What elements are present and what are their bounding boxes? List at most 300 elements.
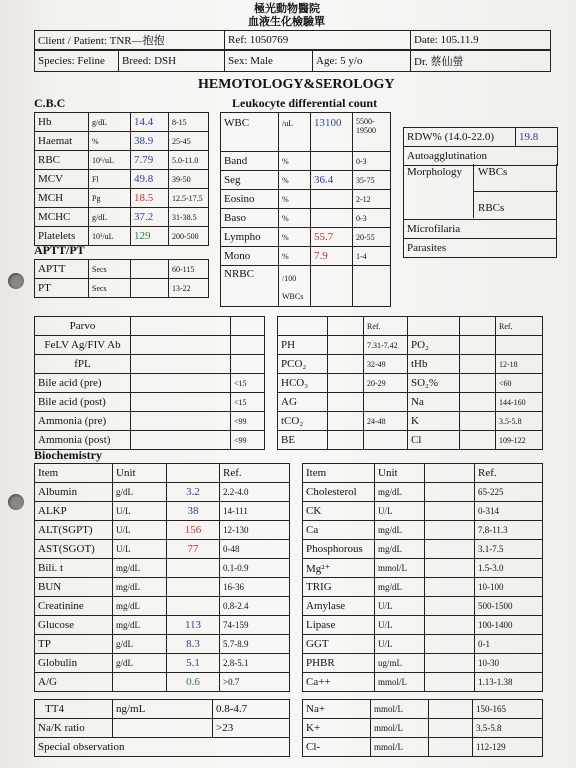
biochem-value-right	[425, 483, 475, 502]
rdw-label: RDW% (14.0-22.0)	[404, 128, 516, 147]
leukocyte-table	[220, 112, 391, 307]
biochem-ref: 74-159	[220, 616, 290, 635]
leukocyte-ref: 2-12	[353, 190, 391, 209]
aptt-value	[131, 279, 169, 298]
electrolyte-row	[303, 700, 543, 719]
biochem-row-right	[303, 597, 543, 616]
cbc-value: 129	[131, 227, 169, 246]
leukocyte-unit: %	[279, 228, 311, 247]
binder-hole-top	[8, 273, 24, 289]
biochem-row	[35, 673, 290, 692]
biochem-unit-right: U/L	[375, 616, 425, 635]
biochem-name: A/G	[35, 673, 113, 692]
wbc-ref: 5500-19500	[353, 113, 391, 152]
nak-label: Na/K ratio	[35, 719, 113, 738]
blood-gas-row	[278, 431, 543, 450]
biochem-value-right	[425, 673, 475, 692]
gas-ref: 7.31-7.42	[364, 336, 408, 355]
aptt-heading: APTT/PT	[34, 243, 85, 257]
serology-value	[131, 336, 231, 355]
cbc-ref: 31-38.5	[169, 208, 209, 227]
leukocyte-name: Mono	[221, 247, 279, 266]
biochem-ref-header: Ref.	[220, 464, 290, 483]
cbc-unit: Pg	[89, 189, 131, 208]
aptt-row	[35, 279, 209, 298]
biochem-row	[35, 654, 290, 673]
serology-name: Ammonia (pre)	[35, 412, 131, 431]
leukocyte-ref: 20-55	[353, 228, 391, 247]
biochem-unit-right: U/L	[375, 502, 425, 521]
biochem-name-right: PHBR	[303, 654, 375, 673]
biochem-row-right	[303, 483, 543, 502]
biochem-row	[35, 483, 290, 502]
gas-value-2	[460, 393, 496, 412]
electrolyte-row	[303, 738, 543, 757]
leukocyte-name: Lympho	[221, 228, 279, 247]
gas-value-2	[460, 355, 496, 374]
biochem-unit-right: mg/dL	[375, 578, 425, 597]
cbc-unit: 10⁶/uL	[89, 151, 131, 170]
morphology-table	[403, 127, 558, 166]
cbc-name: Hb	[35, 113, 89, 132]
biochem-unit: g/dL	[113, 483, 167, 502]
parasites-label: Parasites	[404, 239, 557, 258]
tt4-label: TT4	[35, 700, 113, 719]
leukocyte-row	[221, 152, 391, 171]
biochem-name-right: Ca++	[303, 673, 375, 692]
serology-ref: <99	[231, 431, 265, 450]
leukocyte-ref: 0-3	[353, 152, 391, 171]
biochem-ref-right: 1.13-1.38	[475, 673, 543, 692]
biochem-ref: 0-48	[220, 540, 290, 559]
serology-row	[35, 431, 265, 450]
leukocyte-name: Eosino	[221, 190, 279, 209]
biochem-ref: 0.1-0.9	[220, 559, 290, 578]
biochem-unit-header: Unit	[113, 464, 167, 483]
biochem-name: Creatinine	[35, 597, 113, 616]
blood-gas-row	[278, 336, 543, 355]
biochem-name-right: Cholesterol	[303, 483, 375, 502]
breed: Breed: DSH	[119, 51, 225, 72]
leukocyte-row	[221, 209, 391, 228]
aptt-name: PT	[35, 279, 89, 298]
cbc-name: Haemat	[35, 132, 89, 151]
gas-ref-header-2: Ref.	[496, 317, 543, 336]
biochem-row-right	[303, 540, 543, 559]
biochem-name: TP	[35, 635, 113, 654]
biochem-ref: 2.8-5.1	[220, 654, 290, 673]
biochem-item-header-2: Item	[303, 464, 375, 483]
leukocyte-ref: 0-3	[353, 209, 391, 228]
gas-ref-2	[496, 336, 543, 355]
biochem-unit: U/L	[113, 502, 167, 521]
biochem-value-right	[425, 502, 475, 521]
biochem-name-right: CK	[303, 502, 375, 521]
biochem-unit: U/L	[113, 521, 167, 540]
blood-gas-row	[278, 393, 543, 412]
biochem-unit-right: mmol/L	[375, 559, 425, 578]
leukocyte-unit: %	[279, 152, 311, 171]
aptt-unit: Secs	[89, 260, 131, 279]
biochem-name-right: Mg²⁺	[303, 559, 375, 578]
serology-ref	[231, 355, 265, 374]
biochem-ref: 16-36	[220, 578, 290, 597]
biochem-row	[35, 616, 290, 635]
thyroid-table	[34, 699, 290, 757]
cbc-value: 38.9	[131, 132, 169, 151]
biochem-unit-right: mg/dL	[375, 540, 425, 559]
leukocyte-value	[311, 190, 353, 209]
cbc-unit: g/dL	[89, 208, 131, 227]
biochem-unit: mg/dL	[113, 616, 167, 635]
serology-value	[131, 393, 231, 412]
gas-item-2: PO₂	[408, 336, 460, 355]
cbc-unit: %	[89, 132, 131, 151]
serology-row	[35, 393, 265, 412]
tt4-unit: ng/mL	[113, 700, 213, 719]
cbc-row	[35, 132, 209, 151]
biochem-name-right: TRIG	[303, 578, 375, 597]
blood-gas-row	[278, 355, 543, 374]
sex: Sex: Male	[225, 51, 313, 72]
tt4-ref: 0.8-4.7	[213, 700, 290, 719]
gas-value	[328, 431, 364, 450]
biochem-value-right	[425, 540, 475, 559]
gas-ref: 20-29	[364, 374, 408, 393]
electrolyte-ref: 112-129	[473, 738, 543, 757]
doctor: Dr. 蔡仙螢	[411, 51, 551, 72]
biochem-ref-right: 500-1500	[475, 597, 543, 616]
gas-ref-2: 3.5-5.8	[496, 412, 543, 431]
biochem-name: Globulin	[35, 654, 113, 673]
cbc-name: MCV	[35, 170, 89, 189]
biochem-row-right	[303, 673, 543, 692]
biochem-unit-right: ug/mL	[375, 654, 425, 673]
serology-ref: <15	[231, 393, 265, 412]
biochem-ref-right: 10-100	[475, 578, 543, 597]
electrolyte-unit: mmol/L	[371, 700, 429, 719]
serology-row	[35, 355, 265, 374]
biochem-ref: 14-111	[220, 502, 290, 521]
gas-value-2	[460, 431, 496, 450]
cbc-row	[35, 151, 209, 170]
gas-ref	[364, 431, 408, 450]
autoagglutination-label: Autoagglutination	[404, 147, 558, 166]
cbc-ref: 8-15	[169, 113, 209, 132]
biochem-name: Bili. t	[35, 559, 113, 578]
client-patient: Client / Patient: TNR—抱抱	[35, 31, 225, 50]
blood-gas-table	[277, 316, 543, 450]
biochem-name-right: Phosphorous	[303, 540, 375, 559]
wbcs-label: WBCs	[478, 166, 508, 178]
main-title: HEMOTOLOGY&SEROLOGY	[198, 77, 395, 92]
biochem-unit-right: mg/dL	[375, 483, 425, 502]
biochem-row	[35, 578, 290, 597]
cbc-unit: g/dL	[89, 113, 131, 132]
gas-item: PH	[278, 336, 328, 355]
biochem-value: 113	[167, 616, 220, 635]
serology-ref: <15	[231, 374, 265, 393]
electrolyte-ref: 150-165	[473, 700, 543, 719]
biochem-ref-right: 65-225	[475, 483, 543, 502]
gas-value-2	[460, 374, 496, 393]
electrolyte-name: Na+	[303, 700, 371, 719]
serology-row	[35, 374, 265, 393]
biochem-value-right	[425, 559, 475, 578]
gas-ref	[364, 393, 408, 412]
morphology-cells	[473, 164, 558, 218]
biochem-row	[35, 635, 290, 654]
biochem-row-right	[303, 635, 543, 654]
biochem-name-right: Ca	[303, 521, 375, 540]
leukocyte-value: 36.4	[311, 171, 353, 190]
biochem-name: AST(SGOT)	[35, 540, 113, 559]
leukocyte-name: Baso	[221, 209, 279, 228]
leukocyte-heading: Leukocyte differential count	[232, 96, 378, 110]
parasite-table	[403, 219, 557, 258]
biochem-value: 156	[167, 521, 220, 540]
cbc-name: RBC	[35, 151, 89, 170]
cbc-ref: 25-45	[169, 132, 209, 151]
binder-hole-bottom	[8, 494, 24, 510]
nak-ref: >23	[213, 719, 290, 738]
leukocyte-unit: %	[279, 247, 311, 266]
cbc-value: 49.8	[131, 170, 169, 189]
cbc-table	[34, 112, 209, 246]
biochem-value-right	[425, 635, 475, 654]
biochem-value: 5.1	[167, 654, 220, 673]
biochem-unit-right: mg/dL	[375, 521, 425, 540]
biochem-ref-right: 3.1-7.5	[475, 540, 543, 559]
leukocyte-value	[311, 152, 353, 171]
biochem-value-right	[425, 597, 475, 616]
biochem-value	[167, 559, 220, 578]
gas-item: AG	[278, 393, 328, 412]
biochem-unit	[113, 673, 167, 692]
gas-ref-2: 12-18	[496, 355, 543, 374]
morphology-box	[403, 164, 557, 220]
wbc-label: WBC	[221, 113, 279, 152]
patient-info-table-2	[34, 50, 551, 72]
biochem-ref: >0.7	[220, 673, 290, 692]
electrolyte-value	[429, 700, 473, 719]
biochem-row-right	[303, 559, 543, 578]
serology-row	[35, 336, 265, 355]
cbc-name: MCH	[35, 189, 89, 208]
biochem-item-header: Item	[35, 464, 113, 483]
biochemistry-heading: Biochemistry	[34, 448, 102, 462]
gas-item-2: SO₂%	[408, 374, 460, 393]
patient-info-table	[34, 30, 551, 50]
serology-ref	[231, 336, 265, 355]
biochem-row	[35, 502, 290, 521]
gas-ref-2: 109-122	[496, 431, 543, 450]
leukocyte-row	[221, 190, 391, 209]
gas-ref: 32-49	[364, 355, 408, 374]
biochem-value-right	[425, 578, 475, 597]
biochem-ref-header-2: Ref.	[475, 464, 543, 483]
gas-item-2: Na	[408, 393, 460, 412]
cbc-unit: 10³/uL	[89, 227, 131, 246]
gas-item-2: tHb	[408, 355, 460, 374]
nrbc-label: NRBC	[221, 266, 279, 307]
gas-item: PCO₂	[278, 355, 328, 374]
cbc-name: MCHC	[35, 208, 89, 227]
aptt-ref: 13-22	[169, 279, 209, 298]
wbc-value: 13100	[311, 113, 353, 152]
biochem-value: 3.2	[167, 483, 220, 502]
leukocyte-unit: %	[279, 171, 311, 190]
gas-value	[328, 412, 364, 431]
electrolyte-name: Cl-	[303, 738, 371, 757]
biochem-left-table	[34, 463, 290, 692]
cbc-row	[35, 189, 209, 208]
cbc-ref: 12.5-17.5	[169, 189, 209, 208]
serology-table	[34, 316, 265, 450]
biochem-ref: 2.2-4.0	[220, 483, 290, 502]
biochem-row	[35, 559, 290, 578]
cbc-name: Platelets	[35, 227, 89, 246]
serology-ref	[231, 317, 265, 336]
serology-value	[131, 355, 231, 374]
wbc-unit: /uL	[279, 113, 311, 152]
electrolyte-row	[303, 719, 543, 738]
biochem-value-right	[425, 616, 475, 635]
leukocyte-ref: 1-4	[353, 247, 391, 266]
gas-value	[328, 355, 364, 374]
biochem-unit-right: U/L	[375, 597, 425, 616]
gas-item: HCO₃	[278, 374, 328, 393]
biochem-row-right	[303, 502, 543, 521]
biochem-name: BUN	[35, 578, 113, 597]
aptt-unit: Secs	[89, 279, 131, 298]
biochem-value: 8.3	[167, 635, 220, 654]
ref-number: Ref: 1050769	[225, 31, 411, 50]
leukocyte-row	[221, 247, 391, 266]
cbc-row	[35, 208, 209, 227]
biochem-ref: 5.7-8.9	[220, 635, 290, 654]
biochem-name: ALT(SGPT)	[35, 521, 113, 540]
gas-value	[328, 393, 364, 412]
form-title: 血液生化檢驗單	[248, 16, 325, 28]
leukocyte-unit: %	[279, 209, 311, 228]
gas-ref: 24-48	[364, 412, 408, 431]
serology-name: Parvo	[35, 317, 131, 336]
aptt-value	[131, 260, 169, 279]
biochem-unit: mg/dL	[113, 559, 167, 578]
biochem-unit-right: U/L	[375, 635, 425, 654]
biochem-value: 38	[167, 502, 220, 521]
gas-value	[328, 336, 364, 355]
biochem-name-right: GGT	[303, 635, 375, 654]
nrbc-unit: /100 WBCs	[279, 266, 311, 307]
biochem-row	[35, 521, 290, 540]
leukocyte-ref: 35-75	[353, 171, 391, 190]
aptt-name: APTT	[35, 260, 89, 279]
cbc-unit: Fl	[89, 170, 131, 189]
gas-item: tCO₂	[278, 412, 328, 431]
biochem-ref-right: 0-314	[475, 502, 543, 521]
blood-gas-row	[278, 374, 543, 393]
biochem-ref-right: 0-1	[475, 635, 543, 654]
gas-item-2: Cl	[408, 431, 460, 450]
leukocyte-value	[311, 209, 353, 228]
aptt-row	[35, 260, 209, 279]
serology-ref: <99	[231, 412, 265, 431]
cbc-value: 18.5	[131, 189, 169, 208]
serology-value	[131, 412, 231, 431]
biochem-ref: 12-130	[220, 521, 290, 540]
biochem-right-table	[302, 463, 543, 692]
electrolyte-name: K+	[303, 719, 371, 738]
serology-name: Bile acid (post)	[35, 393, 131, 412]
biochem-value-right	[425, 654, 475, 673]
cbc-row	[35, 113, 209, 132]
biochem-name-right: Lipase	[303, 616, 375, 635]
biochem-row-right	[303, 578, 543, 597]
cbc-heading: C.B.C	[34, 96, 66, 110]
serology-name: Ammonia (post)	[35, 431, 131, 450]
blood-gas-row	[278, 412, 543, 431]
electrolyte-value	[429, 719, 473, 738]
biochem-ref-right: 1.5-3.0	[475, 559, 543, 578]
biochem-row-right	[303, 616, 543, 635]
aptt-table	[34, 259, 209, 298]
biochem-unit-header-2: Unit	[375, 464, 425, 483]
biochem-ref-right: 100-1400	[475, 616, 543, 635]
biochem-unit: U/L	[113, 540, 167, 559]
biochem-value	[167, 597, 220, 616]
electrolyte-ref: 3.5-5.8	[473, 719, 543, 738]
biochem-name: ALKP	[35, 502, 113, 521]
species: Species: Feline	[35, 51, 119, 72]
gas-value	[328, 374, 364, 393]
gas-ref-2: 144-160	[496, 393, 543, 412]
gas-item-2: K	[408, 412, 460, 431]
gas-item: BE	[278, 431, 328, 450]
biochem-ref: 0.8-2.4	[220, 597, 290, 616]
serology-name: FeLV Ag/FIV Ab	[35, 336, 131, 355]
serology-value	[131, 317, 231, 336]
biochem-value-right	[425, 521, 475, 540]
biochem-ref-right: 10-30	[475, 654, 543, 673]
cbc-ref: 5.0-11.0	[169, 151, 209, 170]
serology-row	[35, 412, 265, 431]
aptt-ref: 60-115	[169, 260, 209, 279]
leukocyte-row	[221, 171, 391, 190]
biochem-value	[167, 578, 220, 597]
electrolyte-unit: mmol/L	[371, 719, 429, 738]
biochem-unit: mg/dL	[113, 597, 167, 616]
leukocyte-row	[221, 228, 391, 247]
cbc-value: 7.79	[131, 151, 169, 170]
electrolyte-unit: mmol/L	[371, 738, 429, 757]
hospital-name: 極光動物醫院	[254, 3, 320, 15]
biochem-name: Albumin	[35, 483, 113, 502]
cbc-value: 14.4	[131, 113, 169, 132]
serology-value	[131, 374, 231, 393]
serology-row	[35, 317, 265, 336]
biochem-name-right: Amylase	[303, 597, 375, 616]
electrolyte-value	[429, 738, 473, 757]
rdw-value: 19.8	[516, 128, 558, 147]
microfilaria-label: Microfilaria	[404, 220, 557, 239]
cbc-ref: 200-500	[169, 227, 209, 246]
gas-value-2	[460, 412, 496, 431]
biochem-row-right	[303, 521, 543, 540]
special-observation: Special observation	[35, 738, 290, 757]
electrolyte-table	[302, 699, 543, 757]
